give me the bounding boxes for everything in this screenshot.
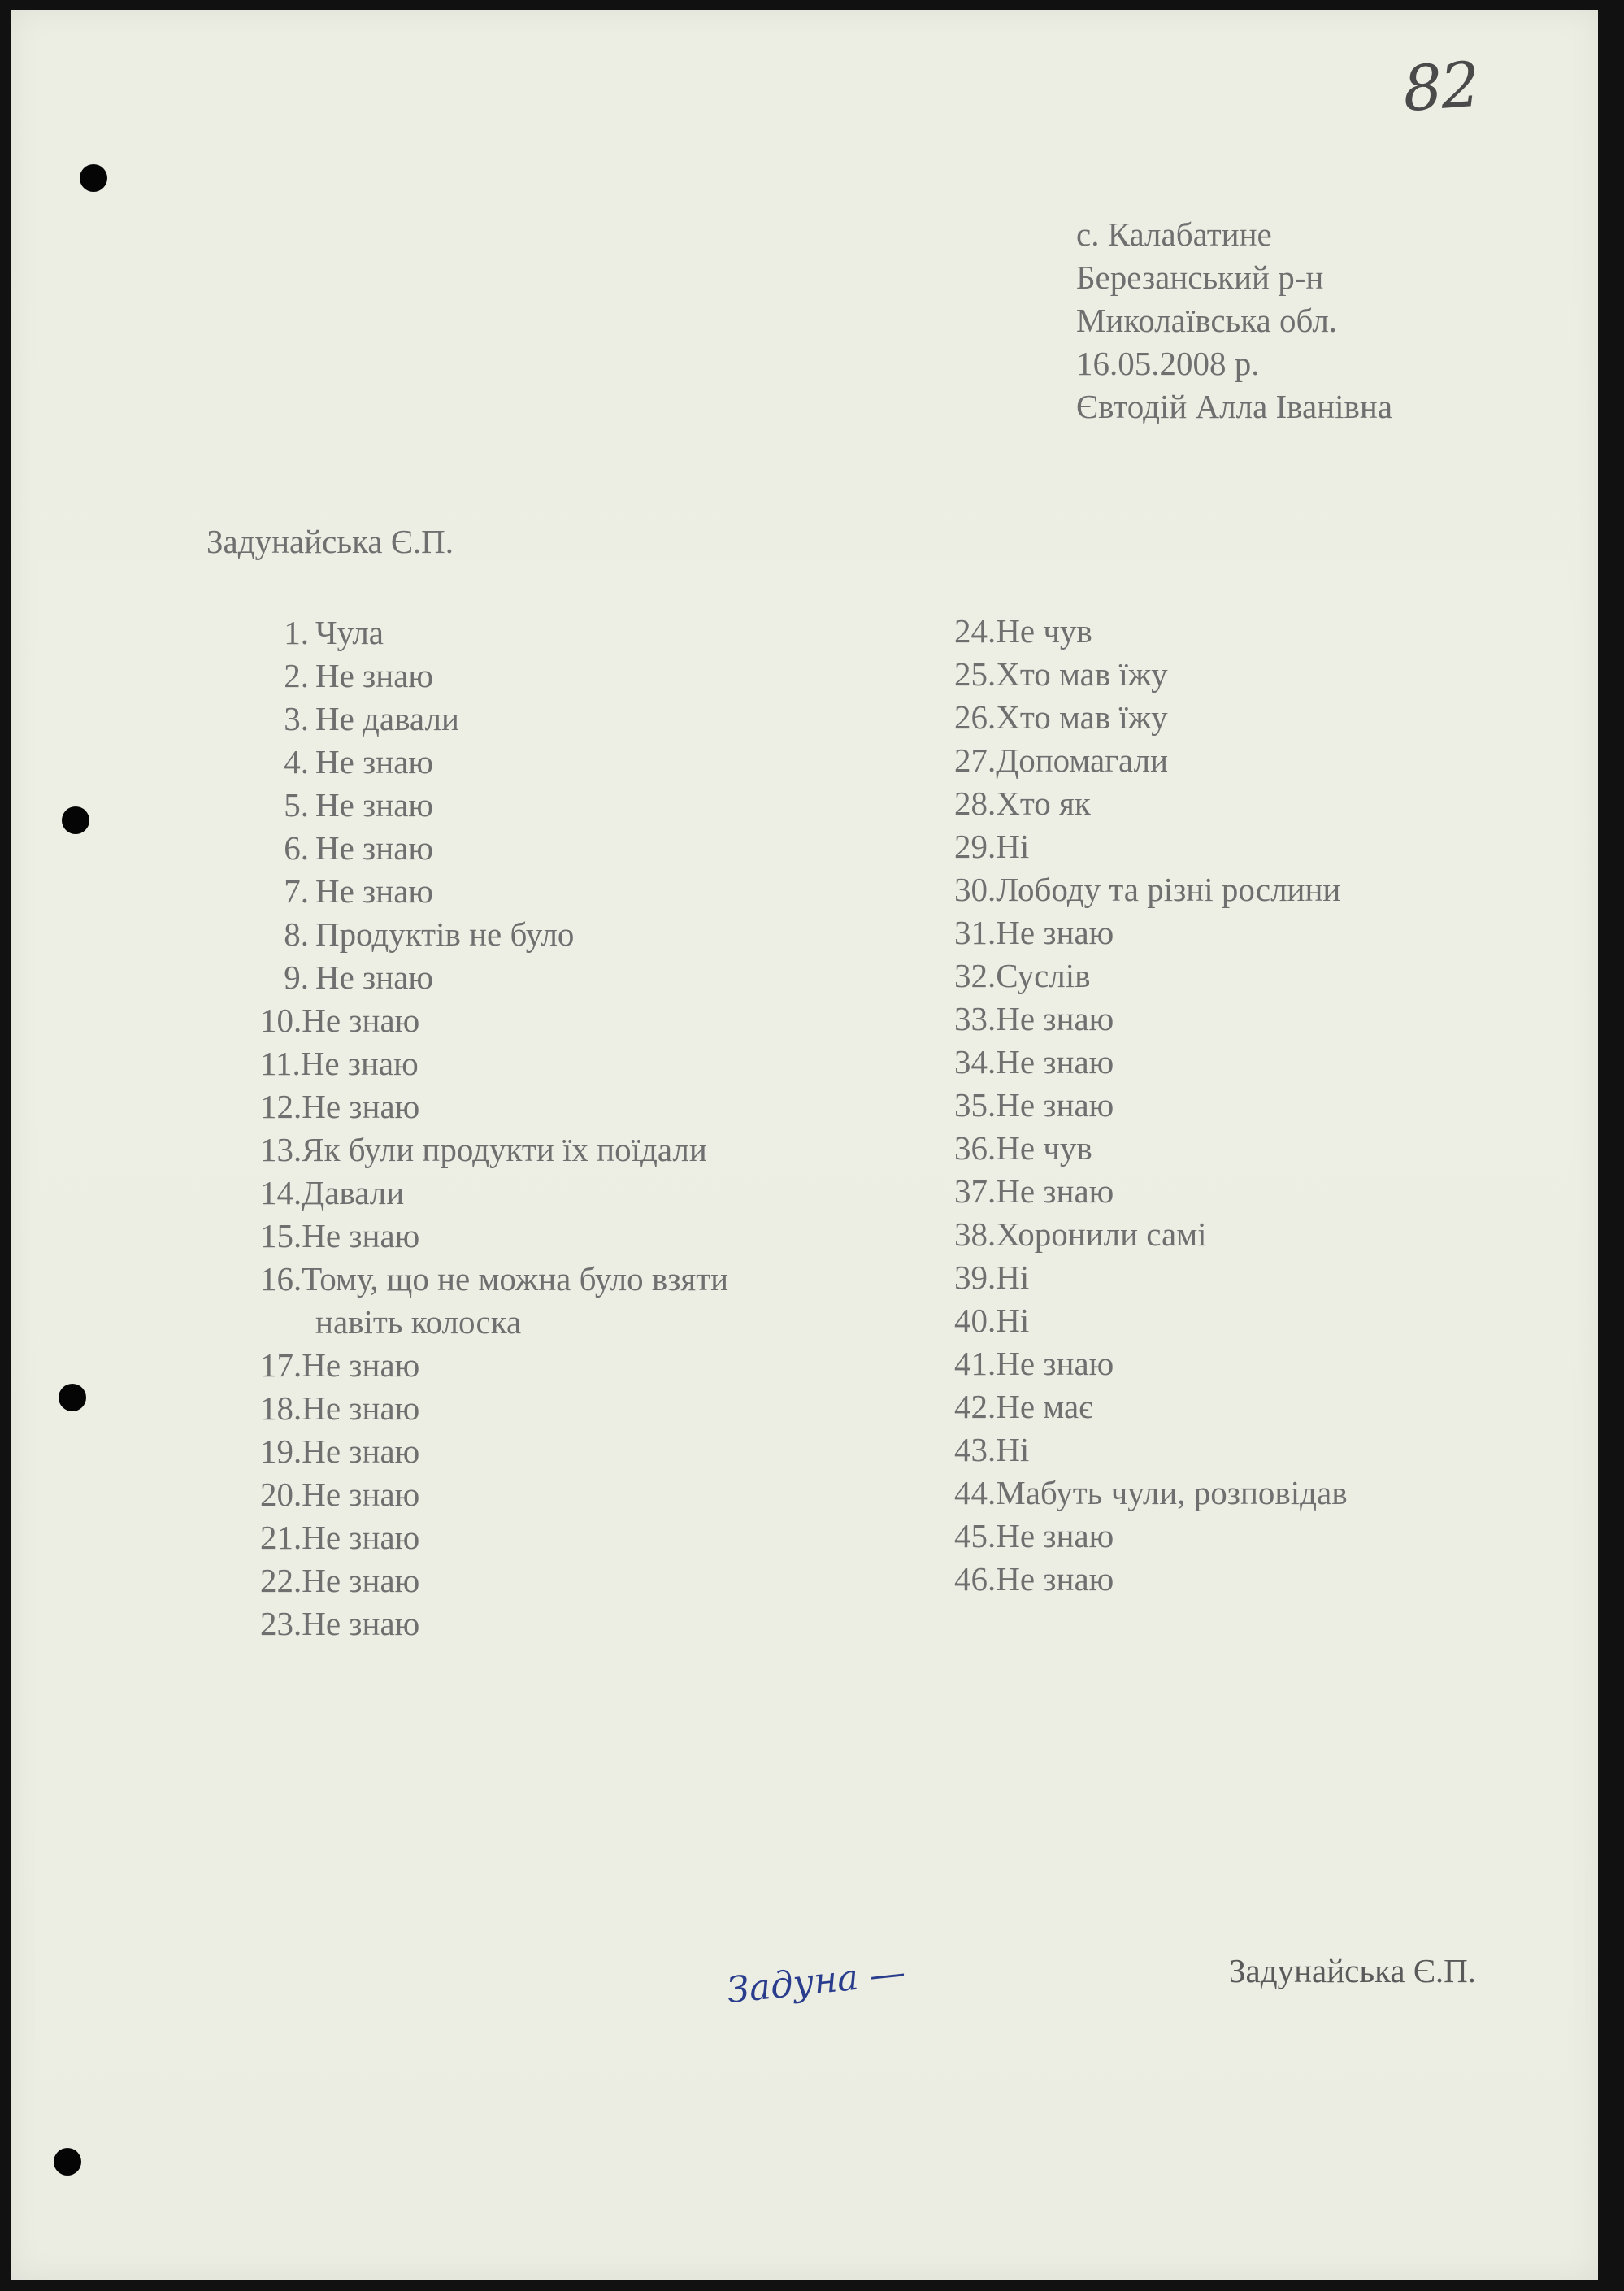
answer-item bbox=[954, 782, 1348, 825]
answer-number: 41. bbox=[954, 1345, 997, 1382]
answer-text: Мабуть чули, розповідав bbox=[996, 1474, 1348, 1511]
answer-text: Не знаю bbox=[302, 1346, 420, 1384]
answer-item bbox=[260, 698, 728, 741]
answer-text: Не знаю bbox=[300, 1045, 419, 1082]
answer-item bbox=[260, 1258, 728, 1344]
punch-hole bbox=[54, 2148, 81, 2176]
answer-item bbox=[954, 1428, 1348, 1472]
answer-item bbox=[954, 1515, 1348, 1558]
answer-item bbox=[260, 1172, 728, 1215]
answer-item bbox=[260, 1128, 728, 1172]
answer-item bbox=[954, 696, 1348, 739]
answer-number: 37. bbox=[954, 1172, 997, 1210]
paper-sheet bbox=[11, 10, 1598, 2280]
answer-item bbox=[260, 1430, 728, 1473]
answer-item bbox=[260, 1085, 728, 1128]
punch-hole bbox=[62, 806, 89, 834]
header-interviewer: Євтодій Алла Іванівна bbox=[1076, 388, 1393, 425]
answer-item bbox=[954, 610, 1348, 653]
answer-text: Не знаю bbox=[302, 1605, 420, 1642]
answer-text: Не знаю bbox=[315, 786, 434, 824]
answer-number: 7. bbox=[284, 872, 309, 910]
answer-number: 6. bbox=[284, 829, 309, 867]
answer-number: 39. bbox=[954, 1259, 997, 1296]
answer-item bbox=[260, 999, 728, 1042]
answer-number: 12. bbox=[260, 1088, 302, 1125]
answer-number: 10. bbox=[260, 1002, 302, 1039]
answer-text: Не знаю bbox=[996, 1000, 1114, 1037]
answer-item bbox=[954, 998, 1348, 1041]
answer-number: 46. bbox=[954, 1560, 997, 1598]
answer-text: Хто як bbox=[996, 785, 1091, 822]
answer-number: 36. bbox=[954, 1129, 997, 1167]
answer-text: Чула bbox=[315, 614, 384, 651]
punch-hole bbox=[80, 164, 107, 192]
answer-item bbox=[260, 784, 728, 827]
answer-number: 3. bbox=[284, 700, 309, 737]
answer-number: 16. bbox=[260, 1260, 302, 1298]
answer-text-continuation: навіть колоска bbox=[315, 1303, 522, 1341]
answer-number: 24. bbox=[954, 612, 997, 650]
answer-number: 1. bbox=[284, 614, 309, 651]
answer-text: Не знаю bbox=[315, 829, 434, 867]
answer-number: 23. bbox=[260, 1605, 302, 1642]
answer-item bbox=[954, 911, 1348, 954]
answer-number: 22. bbox=[260, 1562, 302, 1599]
answer-number: 44. bbox=[954, 1474, 997, 1511]
answer-item bbox=[954, 739, 1348, 782]
answer-text: Не знаю bbox=[302, 1476, 420, 1513]
answer-text: Не знаю bbox=[315, 872, 434, 910]
answer-item bbox=[954, 1558, 1348, 1601]
answer-item bbox=[954, 1342, 1348, 1385]
answer-item bbox=[954, 1385, 1348, 1428]
answer-number: 11. bbox=[260, 1045, 301, 1082]
answer-text: Не знаю bbox=[996, 1172, 1114, 1210]
answer-text: Не знаю bbox=[302, 1002, 420, 1039]
answer-text: Не знаю bbox=[302, 1562, 420, 1599]
answer-item bbox=[954, 653, 1348, 696]
answer-number: 19. bbox=[260, 1432, 302, 1470]
answer-item bbox=[260, 913, 728, 956]
answer-text: Не знаю bbox=[302, 1519, 420, 1556]
answer-item bbox=[260, 827, 728, 870]
header-district: Березанський р-н bbox=[1076, 259, 1324, 296]
answer-text: Ні bbox=[996, 1302, 1030, 1339]
answer-item bbox=[954, 1041, 1348, 1084]
answer-item bbox=[954, 954, 1348, 998]
answer-number: 30. bbox=[954, 871, 997, 908]
answer-number: 17. bbox=[260, 1346, 302, 1384]
answer-number: 32. bbox=[954, 957, 997, 994]
answer-number: 13. bbox=[260, 1131, 302, 1168]
answer-item bbox=[954, 1127, 1348, 1170]
answer-text: Давали bbox=[302, 1174, 405, 1211]
answer-item bbox=[260, 1473, 728, 1516]
header-info bbox=[1076, 213, 1392, 428]
answers-column-right bbox=[954, 610, 1348, 1601]
answer-text: Не знаю bbox=[302, 1217, 420, 1254]
answer-number: 20. bbox=[260, 1476, 302, 1513]
answer-text: Не знаю bbox=[315, 743, 434, 780]
answer-text: Хто мав їжу bbox=[996, 655, 1168, 693]
answer-text: Не знаю bbox=[302, 1389, 420, 1427]
answer-item bbox=[260, 1602, 728, 1645]
answer-text: Не знаю bbox=[302, 1088, 420, 1125]
answers-column-left bbox=[260, 611, 728, 1645]
answer-text: Не знаю bbox=[996, 1345, 1114, 1382]
answer-item bbox=[954, 868, 1348, 911]
signature-printed-name: Задунайська Є.П. bbox=[1229, 1952, 1476, 1989]
answer-number: 33. bbox=[954, 1000, 997, 1037]
answer-text: Тому, що не можна було взяти bbox=[302, 1260, 729, 1298]
answer-text: Лободу та різні рослини bbox=[996, 871, 1341, 908]
answer-text: Не чув bbox=[996, 1129, 1092, 1167]
answer-text: Не знаю bbox=[315, 657, 434, 694]
answer-item bbox=[260, 1387, 728, 1430]
answer-item bbox=[954, 1472, 1348, 1515]
answer-number: 14. bbox=[260, 1174, 302, 1211]
answer-item bbox=[260, 741, 728, 784]
answer-item bbox=[260, 1215, 728, 1258]
header-region: Миколаївська обл. bbox=[1076, 302, 1338, 339]
answer-number: 34. bbox=[954, 1043, 997, 1080]
answer-text: Продуктів не було bbox=[315, 915, 575, 953]
answer-number: 5. bbox=[284, 786, 309, 824]
answer-item bbox=[260, 611, 728, 654]
answer-item bbox=[954, 825, 1348, 868]
answer-text: Не знаю bbox=[996, 914, 1114, 951]
answer-number: 25. bbox=[954, 655, 997, 693]
header-village: с. Калабатине bbox=[1076, 215, 1272, 253]
answer-item bbox=[260, 1344, 728, 1387]
answer-text: Як були продукти їх поїдали bbox=[302, 1131, 707, 1168]
answer-text: Не знаю bbox=[996, 1086, 1114, 1124]
answer-item bbox=[260, 1516, 728, 1559]
answer-number: 45. bbox=[954, 1517, 997, 1554]
answer-number: 42. bbox=[954, 1388, 997, 1425]
answer-number: 15. bbox=[260, 1217, 302, 1254]
answer-number: 8. bbox=[284, 915, 309, 953]
answer-text: Ні bbox=[996, 1259, 1030, 1296]
answer-item bbox=[954, 1084, 1348, 1127]
answer-text: Допомагали bbox=[996, 741, 1169, 779]
answer-number: 35. bbox=[954, 1086, 997, 1124]
answer-item bbox=[260, 956, 728, 999]
answer-number: 27. bbox=[954, 741, 997, 779]
answer-item bbox=[954, 1213, 1348, 1256]
answer-text: Не має bbox=[996, 1388, 1093, 1425]
respondent-name: Задунайська Є.П. bbox=[206, 523, 454, 560]
answer-number: 31. bbox=[954, 914, 997, 951]
answer-item bbox=[954, 1170, 1348, 1213]
answer-text: Не знаю bbox=[302, 1432, 420, 1470]
answer-item bbox=[260, 1042, 728, 1085]
handwritten-page-number: 82 bbox=[1400, 47, 1481, 126]
answer-item bbox=[954, 1256, 1348, 1299]
answer-text: Не знаю bbox=[996, 1560, 1114, 1598]
answer-number: 9. bbox=[284, 959, 309, 996]
answer-text: Суслів bbox=[996, 957, 1091, 994]
answer-text: Не знаю bbox=[315, 959, 434, 996]
answer-number: 38. bbox=[954, 1215, 997, 1253]
answer-number: 29. bbox=[954, 828, 997, 865]
answer-text: Не знаю bbox=[996, 1043, 1114, 1080]
answer-text: Ні bbox=[996, 828, 1030, 865]
answer-item bbox=[260, 654, 728, 698]
answer-number: 4. bbox=[284, 743, 309, 780]
handwritten-signature: Задуна — bbox=[724, 1951, 908, 2012]
answer-text: Хоронили самі bbox=[996, 1215, 1207, 1253]
answer-item bbox=[954, 1299, 1348, 1342]
answer-number: 21. bbox=[260, 1519, 302, 1556]
answer-number: 28. bbox=[954, 785, 997, 822]
answer-number: 43. bbox=[954, 1431, 997, 1468]
answer-text: Не знаю bbox=[996, 1517, 1114, 1554]
answer-item bbox=[260, 870, 728, 913]
answer-number: 40. bbox=[954, 1302, 997, 1339]
answer-number: 2. bbox=[284, 657, 309, 694]
answer-text: Ні bbox=[996, 1431, 1030, 1468]
answer-text: Не давали bbox=[315, 700, 459, 737]
punch-hole bbox=[59, 1384, 86, 1411]
answer-text: Хто мав їжу bbox=[996, 698, 1168, 736]
answer-text: Не чув bbox=[996, 612, 1092, 650]
answer-number: 18. bbox=[260, 1389, 302, 1427]
header-date: 16.05.2008 р. bbox=[1076, 345, 1260, 382]
answer-item bbox=[260, 1559, 728, 1602]
answer-number: 26. bbox=[954, 698, 997, 736]
